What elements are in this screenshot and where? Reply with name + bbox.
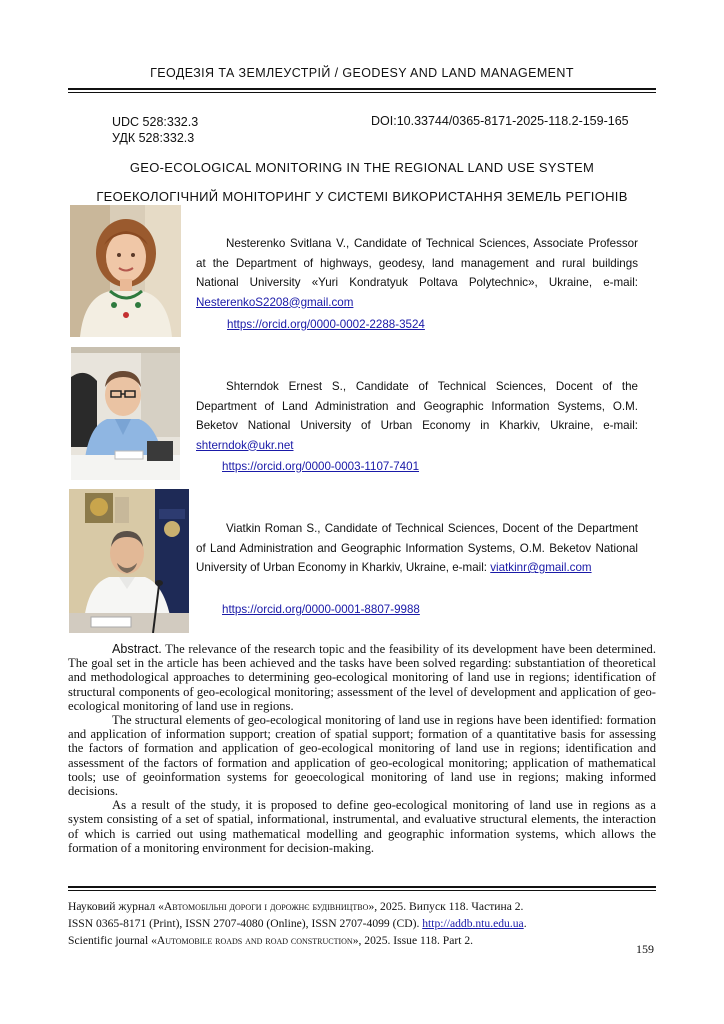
orcid-viatkin	[222, 603, 420, 616]
header-rule-thin	[68, 92, 656, 93]
abstract-text: The relevance of the research topic and the feasibility of its development have been determined. The goal set in the article has been achieved and the tasks have been solved regarding: substantiation of theoretical and methodological approaches to determining geo-ecological monitoring of land use in regions; identification of structural components of geo-ecological monitoring; assessment of the level of development and application of geo-ecological monitoring of land use in regions.	[68, 642, 656, 713]
footer-rule	[68, 886, 656, 888]
doi: DOI:10.33744/0365-8171-2025-118.2-159-165	[371, 114, 629, 128]
journal-text: Scientific journal «	[68, 934, 157, 947]
author-affiliation: Viatkin Roman S., Candidate of Technical Sciences, Docent of the Department of Land Administration and Geographic Information Systems, O.M. Beketov National University of Urban Economy in Kharkiv, Ukraine, e-mail:	[196, 522, 638, 574]
journal-issue: », 2025. Issue 118. Part 2.	[352, 934, 474, 947]
orcid-nesterenko	[227, 318, 425, 331]
abstract-label: Abstract.	[112, 642, 162, 656]
author-photo-shterndok	[71, 347, 180, 480]
issn-line: ISSN 0365-8171 (Print), ISSN 2707-4080 (Online), ISSN 2707-4099 (CD). http://addb.ntu.edu.ua.	[68, 917, 527, 930]
abstract-paragraph-2: The structural elements of geo-ecological monitoring of land use in regions have been identified: formation and application of information support; creation of spatial support; formation of a quantitative basis for assessing the factors of formation and application of geo-ecological monitoring of land use in regions; identification and assessment of the factors of formation and application of geo-ecological monitoring; application of mathematical tools; use of geoinformation systems for geoecological monitoring of land use in regions; making informed decisions.	[68, 713, 656, 799]
author-photo-viatkin	[69, 489, 189, 633]
title-english: GEO-ECOLOGICAL MONITORING IN THE REGIONAL LAND USE SYSTEM	[129, 160, 595, 175]
author-email-link[interactable]: shterndok@ukr.net	[196, 438, 294, 452]
title-ukrainian: ГЕОЕКОЛОГІЧНИЙ МОНІТОРИНГ У СИСТЕМІ ВИКОРИСТАННЯ ЗЕМЕЛЬ РЕГІОНІВ	[96, 189, 628, 204]
abstract-paragraph-1	[68, 642, 656, 713]
author-email-link[interactable]: NesterenkoS2208@gmail.com	[196, 295, 354, 309]
author-affiliation: Nesterenko Svitlana V., Candidate of Technical Sciences, Associate Professor at the Department of highways, geodesy, land management and rural buildings National University «Yuri Kondratyuk Poltava Polytechnic», Ukraine, e-mail:	[196, 237, 638, 289]
journal-line-en	[68, 932, 656, 949]
journal-line-ua	[68, 898, 656, 915]
orcid-link[interactable]: https://orcid.org/0000-0002-2288-3524	[227, 318, 425, 331]
udk-code: УДК 528:332.3	[112, 131, 195, 145]
journal-name-en: Automobile roads and road construction	[156, 934, 353, 947]
footer-rule-thin	[68, 890, 656, 891]
journal-name-ua: Автомобільні дороги і дорожнє будівництво	[163, 900, 369, 913]
footer	[68, 898, 656, 949]
journal-website-link[interactable]: http://addb.ntu.edu.ua	[422, 917, 524, 930]
journal-issue: », 2025. Випуск 118. Частина 2.	[368, 900, 524, 913]
abstract-paragraph-3: As a result of the study, it is proposed to define geo-ecological monitoring of land use in regions as a system consisting of a set of spatial, informational, instrumental, and evaluative structural elements, the interaction of which is carried out using mathematical modelling and geographic information systems, which allows the formation of a monitoring environment for decision-making.	[68, 798, 656, 855]
running-head: ГЕОДЕЗІЯ ТА ЗЕМЛЕУСТРІЙ / GEODESY AND LAND MANAGEMENT	[150, 66, 574, 80]
journal-text: Науковий журнал «	[68, 900, 164, 913]
udc-code: UDC 528:332.3	[112, 115, 199, 129]
author-affiliation: Shterndok Ernest S., Candidate of Technical Sciences, Docent of the Department of Land Administration and Geographic Information Systems, O.M. Beketov National University of Urban Economy in Kharkiv, Ukraine, e-mail:	[196, 380, 638, 432]
author-viatkin	[196, 519, 638, 578]
author-nesterenko	[196, 234, 638, 312]
udc-block	[112, 114, 198, 146]
author-email-link[interactable]: viatkinr@gmail.com	[490, 561, 592, 574]
issn-text: ISSN 0365-8171 (Print), ISSN 2707-4080 (Online), ISSN 2707-4099 (CD).	[68, 917, 423, 930]
author-photo-nesterenko	[70, 205, 181, 337]
orcid-link[interactable]: https://orcid.org/0000-0001-8807-9988	[222, 603, 420, 616]
abstract	[68, 642, 656, 855]
orcid-link[interactable]: https://orcid.org/0000-0003-1107-7401	[222, 460, 420, 473]
header-rule	[68, 88, 656, 90]
orcid-shterndok	[222, 460, 419, 473]
author-shterndok	[196, 377, 638, 455]
page-number: 159	[636, 942, 654, 956]
